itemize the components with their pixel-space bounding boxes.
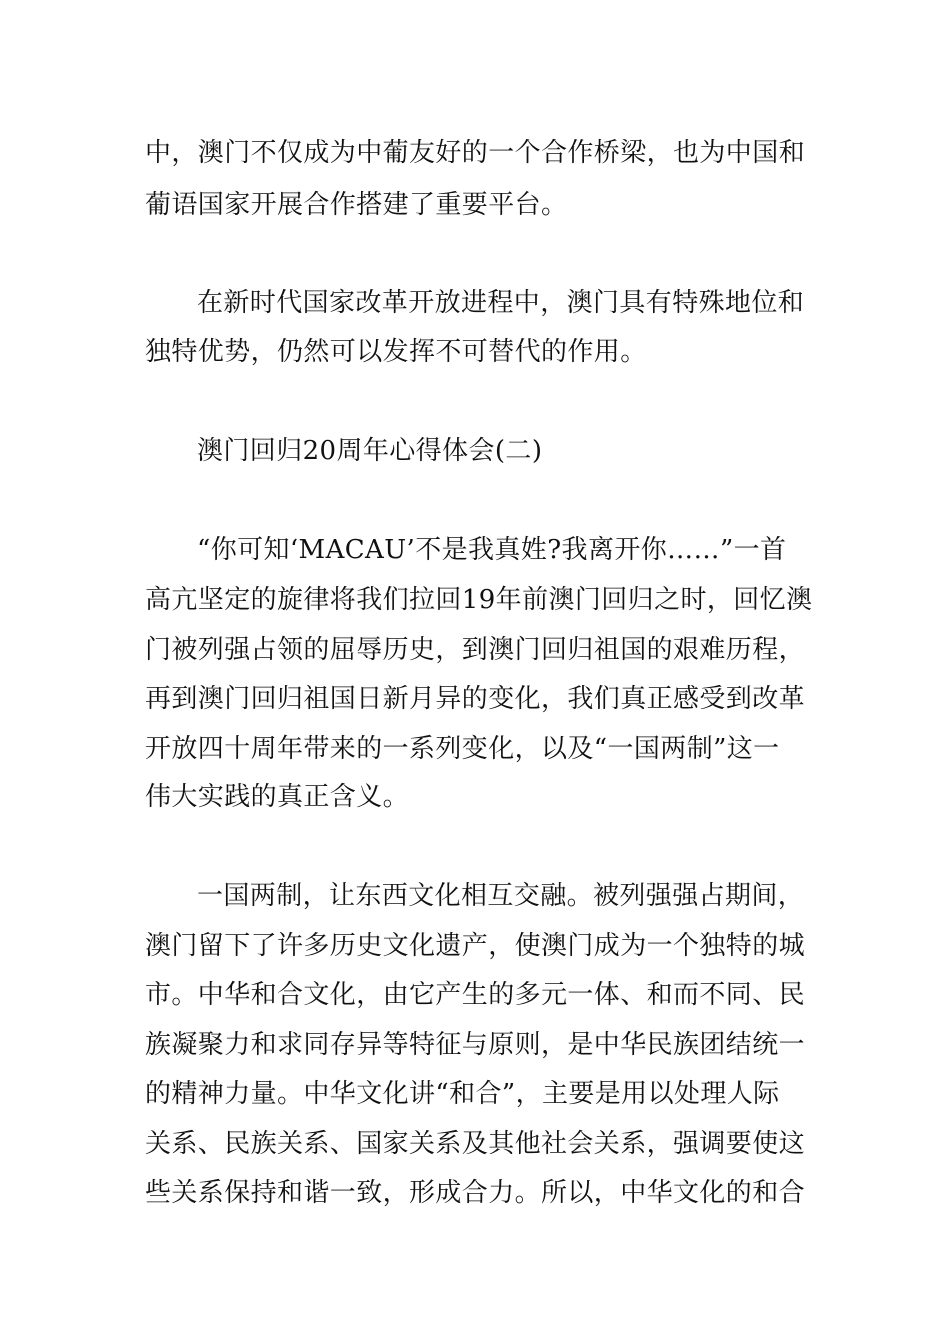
paragraph-line: 的精神力量。中华文化讲“和合”，主要是用以处理人际: [145, 1079, 780, 1109]
section-heading: 澳门回归20周年心得体会(二): [197, 436, 543, 466]
paragraph-line: 伟大实践的真正含义。: [145, 782, 410, 812]
paragraph-line: 市。中华和合文化，由它产生的多元一体、和而不同、民: [145, 980, 806, 1010]
paragraph-line: 关系、民族关系、国家关系及其他社会关系，强调要使这: [145, 1129, 806, 1159]
paragraph-line: 门被列强占领的屈辱历史，到澳门回归祖国的艰难历程，: [145, 635, 806, 665]
paragraph-line: 中，澳门不仅成为中葡友好的一个合作桥梁，也为中国和: [145, 138, 806, 168]
paragraph-line: 开放四十周年带来的一系列变化，以及“一国两制”这一: [145, 734, 780, 764]
paragraph-line: 在新时代国家改革开放进程中，澳门具有特殊地位和: [197, 288, 805, 318]
paragraph-line: 高亢坚定的旋律将我们拉回19年前澳门回归之时，回忆澳: [145, 585, 813, 615]
paragraph-line: 些关系保持和谐一致，形成合力。所以，中华文化的和合: [145, 1178, 806, 1208]
paragraph-line: 独特优势，仍然可以发挥不可替代的作用。: [145, 337, 647, 367]
paragraph-line: “你可知‘MACAU’不是我真姓?我离开你……”一首: [197, 535, 787, 565]
paragraph-line: 澳门留下了许多历史文化遗产，使澳门成为一个独特的城: [145, 931, 806, 961]
paragraph-line: 族凝聚力和求同存异等特征与原则，是中华民族团结统一: [145, 1030, 806, 1060]
paragraph-line: 再到澳门回归祖国日新月异的变化，我们真正感受到改革: [145, 684, 806, 714]
paragraph-line: 葡语国家开展合作搭建了重要平台。: [145, 190, 568, 220]
paragraph-line: 一国两制，让东西文化相互交融。被列强强占期间，: [197, 881, 805, 911]
